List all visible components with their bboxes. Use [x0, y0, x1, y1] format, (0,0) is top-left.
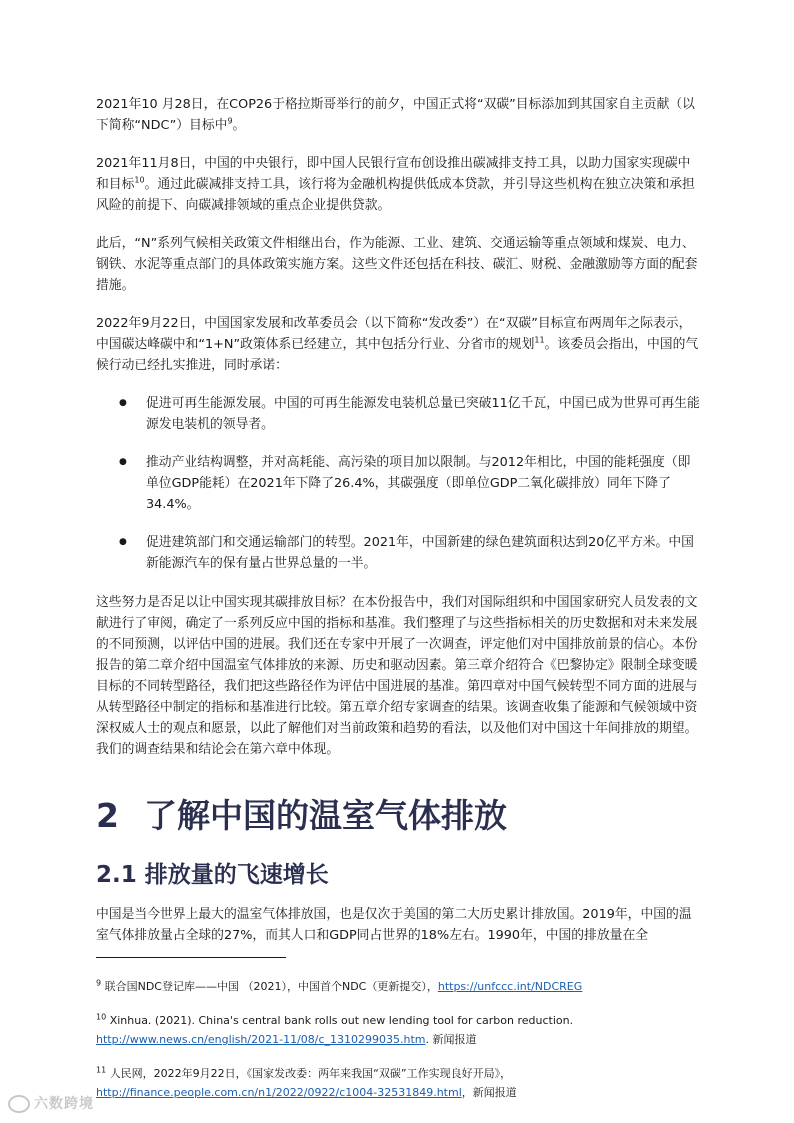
footnote-ref-9[interactable]: 9 — [227, 116, 233, 126]
subsection-number: 2.1 — [96, 862, 137, 888]
subsection-title: 排放量的飞速增长 — [144, 862, 329, 888]
subsection-heading — [96, 860, 700, 890]
paragraph-emissions-growth: 中国是当今世界上最大的温室气体排放国，也是仅次于美国的第二大历史累计排放国。2019年，中国的温室气体排放量占全球的27%，而其人口和GDP同占世界的18%左右。1990年，中国的排放量在全 — [96, 907, 692, 943]
footnote-link[interactable]: http://www.news.cn/english/2021-11/08/c_1310299035.htm — [96, 1033, 426, 1046]
paragraph-report-summary: 这些努力是否足以让中国实现其碳排放目标？在本份报告中，我们对国际组织和中国国家研究人员发表的文献进行了审阅，确定了一系列反应中国的指标和基准。我们整理了与这些指标相关的历史数据和对未来发展的不同预测，以评估中国的进展。我们还在专家中开展了一次调查，评定他们对中国排放前景的信心。本份报告的第二章介绍中国温室气体排放的来源、历史和驱动因素。第三章介绍符合《巴黎协定》限制全球变暖目标的不同转型路径，我们把这些路径作为评估中国进展的基准。第四章对中国气候转型不同方面的进展与从转型路径中制定的指标和基准进行比较。第五章介绍专家调查的结果。该调查收集了能源和气候领域中资深权威人士的观点和愿景，以此了解他们对当前政策和趋势的看法，以及他们对中国这十年间排放的期望。我们的调查结果和结论会在第六章中体现。 — [96, 595, 698, 757]
section-title: 了解中国的温室气体排放 — [144, 796, 507, 835]
list-item: ● 促进可再生能源发展。中国的可再生能源发电装机总量已突破11亿千瓦，中国已成为世界可再生能源发电装机的领导者。 — [96, 393, 700, 435]
list-item: ● 推动产业结构调整，并对高耗能、高污染的项目加以限制。与2012年相比，中国的能耗强度（即单位GDP能耗）在2021年下降了26.4%，其碳强度（即单位GDP二氧化碳排放）同年下降了34.4%。 — [96, 452, 700, 515]
footnote-11: $^{11}$ 人民网，2022年9月22日，《国家发改委：两年来我国“双碳”工作实现良好开局》， http://finance.people.com.cn/n1/2022/0922/c1004-32531849.html，新闻报道 — [96, 1065, 517, 1099]
document-page — [96, 94, 700, 1117]
commitments-list — [96, 393, 700, 574]
paragraph-ndc: 2021年10 月28日，在COP26于格拉斯哥举行的前夕，中国正式将“双碳”目标添加到其国家自主贡献（以下简称“NDC”）目标中$^9$。 — [96, 97, 695, 133]
footnote-10: $^{10}$ Xinhua. (2021). China's central bank rolls out new lending tool for carbon reduction. http://www.news.cn/english/2021-11/08/c_1310299035.htm. 新闻报道 — [96, 1012, 574, 1046]
section-heading — [96, 796, 700, 836]
paragraph-central-bank: 2021年11月8日，中国的中央银行，即中国人民银行宣布创设推出碳减排支持工具，以助力国家实现碳中和目标$^{10}$。通过此碳减排支持工具，该行将为金融机构提供低成本贷款，并引导这些机构在独立决策和承担风险的前提下、向碳减排领域的重点企业提供贷款。 — [96, 156, 695, 213]
section-number: 2 — [96, 796, 119, 835]
paragraph-n-series: 此后，“N”系列气候相关政策文件相继出台，作为能源、工业、建筑、交通运输等重点领域和煤炭、电力、钢铁、水泥等重点部门的具体政策实施方案。这些文件还包括在科技、碳汇、财税、金融激励等方面的配套措施。 — [96, 236, 698, 293]
watermark: 六数跨境 — [8, 1093, 94, 1113]
footnote-9: $^9$ 联合国NDC登记库——中国 （2021），中国首个NDC（更新提交），https://unfccc.int/NDCREG — [96, 978, 583, 993]
list-item: ● 促进建筑部门和交通运输部门的转型。2021年，中国新建的绿色建筑面积达到20亿平方米。中国新能源汽车的保有量占世界总量的一半。 — [96, 532, 700, 574]
footnote-ref-10[interactable]: 10 — [134, 175, 145, 185]
footnote-divider — [96, 957, 286, 958]
footnote-link[interactable]: https://unfccc.int/NDCREG — [437, 980, 583, 993]
paragraph-ndrc: 2022年9月22日，中国国家发展和改革委员会（以下简称“发改委”）在“双碳”目标宣布两周年之际表示，中国碳达峰碳中和“1+N”政策体系已经建立，其中包括分行业、分省市的规划$^{11}$。该委员会指出，中国的气候行动已经扎实推进，同时承诺： — [96, 316, 699, 373]
footnote-ref-11[interactable]: 11 — [534, 335, 545, 345]
watermark-logo-icon — [8, 1095, 30, 1113]
footnote-link[interactable]: http://finance.people.com.cn/n1/2022/0922/c1004-32531849.html — [96, 1086, 462, 1099]
